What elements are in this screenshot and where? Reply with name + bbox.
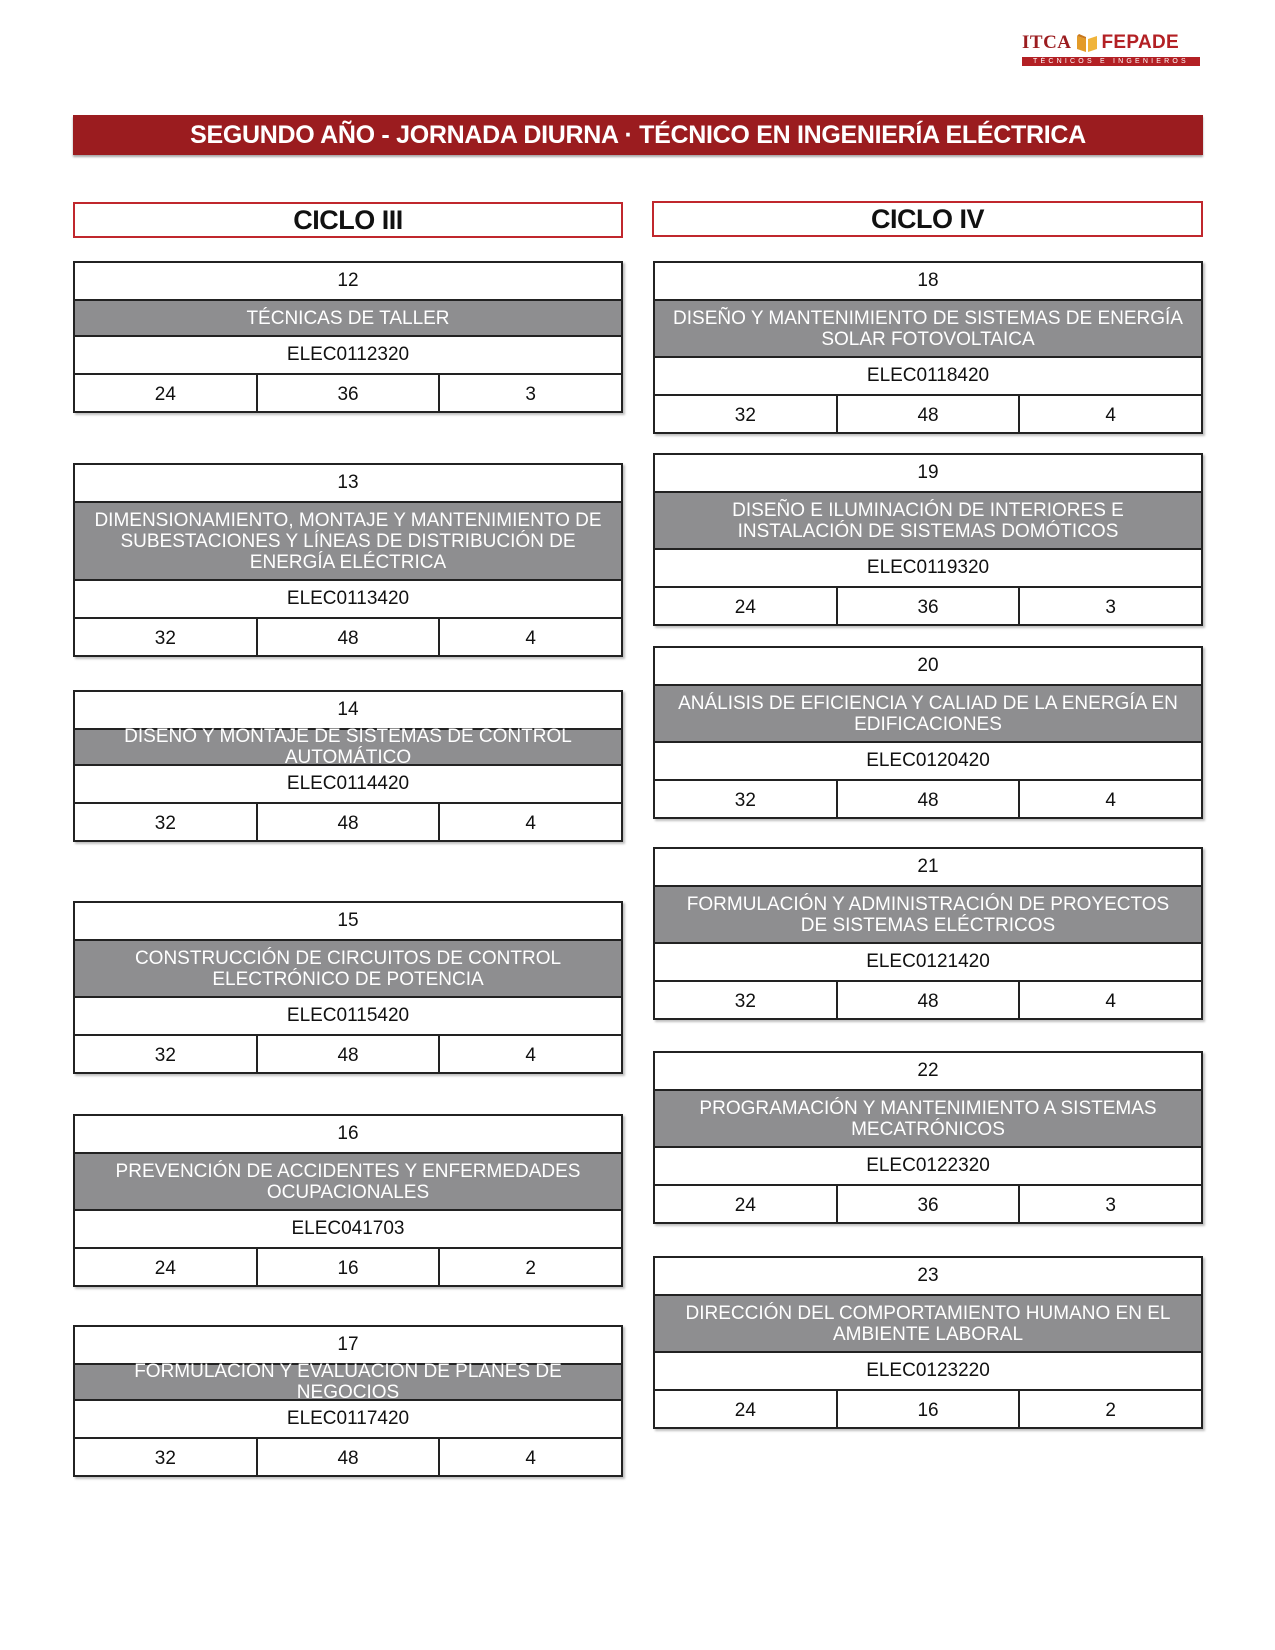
course-name: DIRECCIÓN DEL COMPORTAMIENTO HUMANO EN EL AMBIENTE LABORAL: [655, 1296, 1201, 1353]
course-card-19: [653, 453, 1203, 626]
course-number: 22: [655, 1053, 1201, 1091]
course-value-3: 3: [1105, 1195, 1116, 1216]
course-code: ELEC0123220: [655, 1353, 1201, 1391]
course-name: FORMULACIÓN Y EVALUACIÓN DE PLANES DE NEGOCIOS: [75, 1365, 621, 1401]
course-code: ELEC0114420: [75, 766, 621, 804]
course-value-3: 2: [525, 1258, 536, 1279]
course-name: CONSTRUCCIÓN DE CIRCUITOS DE CONTROL ELECTRÓNICO DE POTENCIA: [75, 941, 621, 998]
course-value-2: 48: [838, 781, 1021, 817]
course-value-2: 48: [258, 804, 441, 840]
course-number: 15: [75, 903, 621, 941]
course-values: [655, 781, 1201, 817]
course-value-3: 4: [1105, 790, 1116, 811]
course-values: [655, 1391, 1201, 1427]
course-name: PREVENCIÓN DE ACCIDENTES Y ENFERMEDADES OCUPACIONALES: [75, 1154, 621, 1211]
logo-tagline: TÉCNICOS E INGENIEROS: [1022, 57, 1200, 66]
course-value-2: 48: [258, 619, 441, 655]
book-icon: [1076, 33, 1098, 53]
course-number: 20: [655, 648, 1201, 686]
course-code: ELEC0112320: [75, 337, 621, 375]
course-values: [75, 804, 621, 840]
course-value-1: 32: [655, 396, 838, 432]
course-name: TÉCNICAS DE TALLER: [75, 301, 621, 337]
logo-itca-text: ITCA: [1022, 32, 1072, 53]
course-value-1: 24: [655, 1391, 838, 1427]
course-number: 13: [75, 465, 621, 503]
course-name: FORMULACIÓN Y ADMINISTRACIÓN DE PROYECTOS DE SISTEMAS ELÉCTRICOS: [655, 887, 1201, 944]
course-value-1: 32: [75, 619, 258, 655]
course-value-3: 3: [525, 384, 536, 405]
course-code: ELEC0117420: [75, 1401, 621, 1439]
course-name: DISEÑO Y MONTAJE DE SISTEMAS DE CONTROL AUTOMÁTICO: [75, 730, 621, 766]
course-values: [655, 588, 1201, 624]
course-value-2: 36: [258, 375, 441, 411]
course-number: 12: [75, 263, 621, 301]
course-values: [75, 1249, 621, 1285]
course-values: [75, 375, 621, 411]
course-number: 14: [75, 692, 621, 730]
course-name: PROGRAMACIÓN Y MANTENIMIENTO A SISTEMAS MECATRÓNICOS: [655, 1091, 1201, 1148]
course-values: [75, 619, 621, 655]
course-value-1: 24: [655, 1186, 838, 1222]
page-title: SEGUNDO AÑO - JORNADA DIURNA · TÉCNICO EN INGENIERÍA ELÉCTRICA: [73, 115, 1203, 155]
course-value-1: 32: [75, 1439, 258, 1475]
course-name: ANÁLISIS DE EFICIENCIA Y CALIAD DE LA ENERGÍA EN EDIFICACIONES: [655, 686, 1201, 743]
course-code: ELEC0119320: [655, 550, 1201, 588]
itca-fepade-logo: [1022, 32, 1200, 68]
course-value-3: 4: [525, 628, 536, 649]
course-card-14: [73, 690, 623, 842]
ciclo-iii-header: CICLO III: [73, 202, 623, 238]
course-values: [655, 396, 1201, 432]
course-card-22: [653, 1051, 1203, 1224]
course-value-3: 4: [525, 1448, 536, 1469]
course-name: DISEÑO Y MANTENIMIENTO DE SISTEMAS DE ENERGÍA SOLAR FOTOVOLTAICA: [655, 301, 1201, 358]
course-card-16: [73, 1114, 623, 1287]
logo-fepade-text: FEPADE: [1101, 32, 1179, 53]
course-number: 16: [75, 1116, 621, 1154]
course-value-3: 4: [1105, 405, 1116, 426]
course-value-3: 2: [1105, 1400, 1116, 1421]
course-value-3: 4: [525, 813, 536, 834]
course-value-3: 4: [1105, 991, 1116, 1012]
course-card-13: [73, 463, 623, 657]
ciclo-iv-header: CICLO IV: [652, 201, 1203, 237]
course-card-21: [653, 847, 1203, 1020]
course-value-2: 48: [838, 396, 1021, 432]
course-card-23: [653, 1256, 1203, 1429]
course-code: ELEC0115420: [75, 998, 621, 1036]
course-values: [655, 982, 1201, 1018]
course-values: [655, 1186, 1201, 1222]
course-number: 19: [655, 455, 1201, 493]
course-value-1: 32: [75, 804, 258, 840]
course-code: ELEC0120420: [655, 743, 1201, 781]
course-number: 17: [75, 1327, 621, 1365]
course-card-20: [653, 646, 1203, 819]
course-values: [75, 1036, 621, 1072]
course-value-1: 24: [75, 1249, 258, 1285]
course-value-2: 36: [838, 1186, 1021, 1222]
course-card-18: [653, 261, 1203, 434]
course-code: ELEC0122320: [655, 1148, 1201, 1186]
course-value-3: 3: [1105, 597, 1116, 618]
course-card-17: [73, 1325, 623, 1477]
course-value-2: 16: [258, 1249, 441, 1285]
course-value-3: 4: [525, 1045, 536, 1066]
course-card-15: [73, 901, 623, 1074]
course-code: ELEC0113420: [75, 581, 621, 619]
course-value-2: 36: [838, 588, 1021, 624]
course-values: [75, 1439, 621, 1475]
course-code: ELEC0118420: [655, 358, 1201, 396]
course-value-1: 32: [655, 781, 838, 817]
course-card-12: [73, 261, 623, 413]
course-value-1: 32: [655, 982, 838, 1018]
course-code: ELEC041703: [75, 1211, 621, 1249]
course-value-2: 48: [838, 982, 1021, 1018]
course-number: 21: [655, 849, 1201, 887]
course-code: ELEC0121420: [655, 944, 1201, 982]
course-value-1: 24: [75, 375, 258, 411]
course-value-2: 16: [838, 1391, 1021, 1427]
course-name: DISEÑO E ILUMINACIÓN DE INTERIORES E INSTALACIÓN DE SISTEMAS DOMÓTICOS: [655, 493, 1201, 550]
course-value-2: 48: [258, 1036, 441, 1072]
course-number: 23: [655, 1258, 1201, 1296]
course-number: 18: [655, 263, 1201, 301]
course-value-1: 32: [75, 1036, 258, 1072]
course-value-1: 24: [655, 588, 838, 624]
course-value-2: 48: [258, 1439, 441, 1475]
course-name: DIMENSIONAMIENTO, MONTAJE Y MANTENIMIENTO DE SUBESTACIONES Y LÍNEAS DE DISTRIBUCIÓN DE ENERGÍA ELÉCTRICA: [75, 503, 621, 581]
